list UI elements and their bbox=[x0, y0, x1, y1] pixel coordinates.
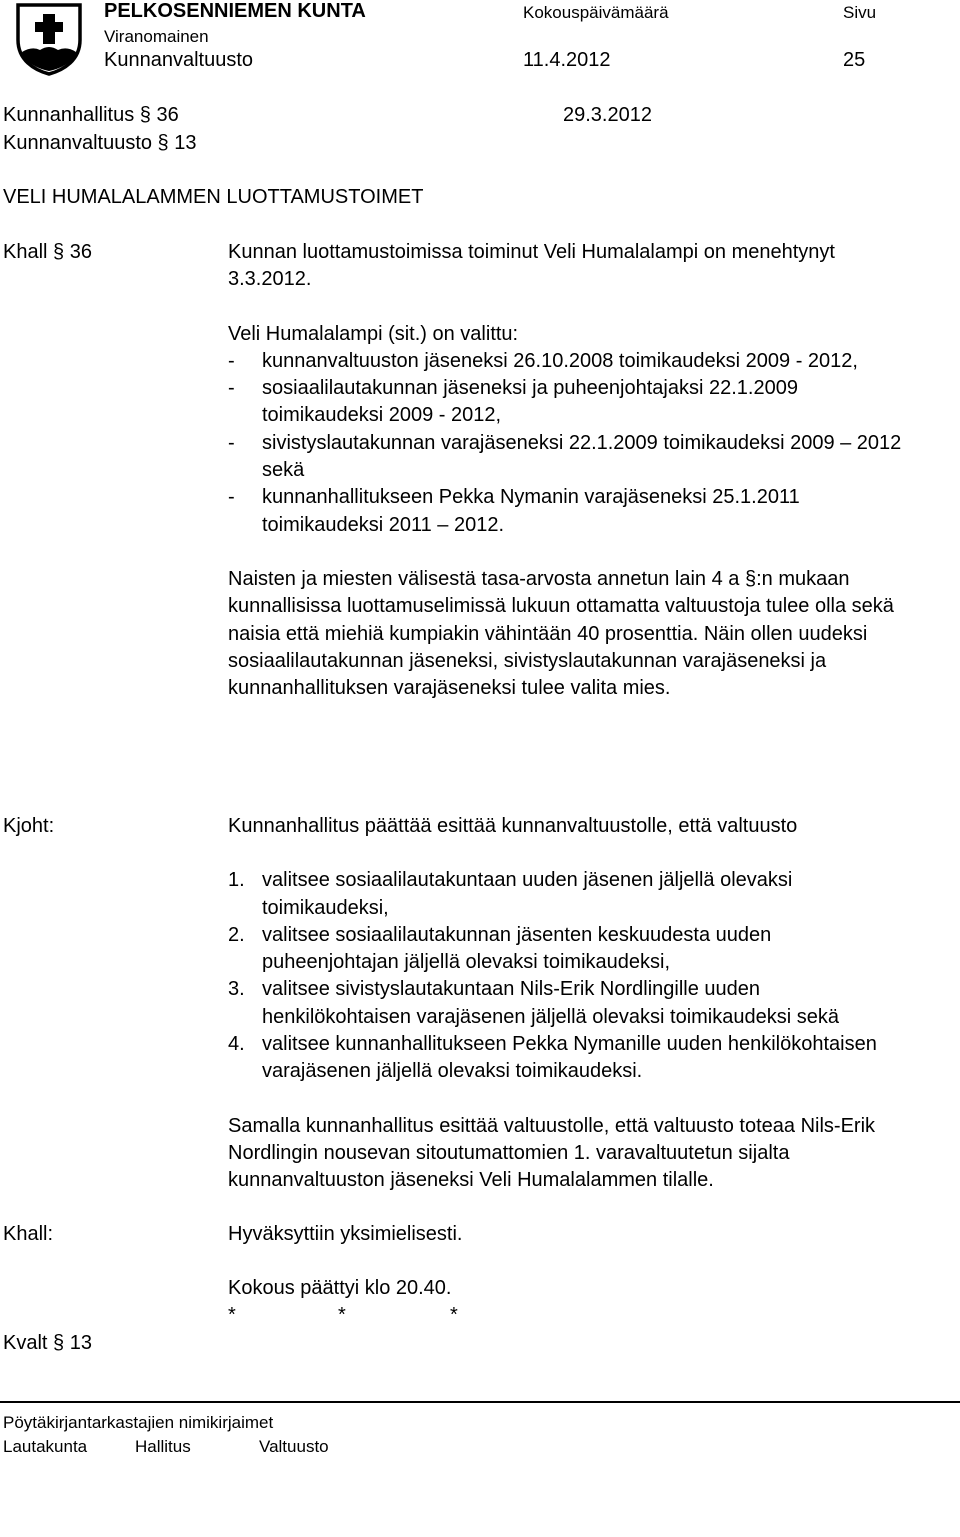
header-date-label: Kokouspäivämäärä bbox=[523, 3, 669, 22]
kjoht-label: Kjoht: bbox=[3, 815, 55, 837]
meeting-end: Kokous päättyi klo 20.40. bbox=[228, 1277, 452, 1299]
bullet-text: sivistyslautakunnan varajäseneksi 22.1.2009 toimikaudeksi 2009 – 2012 sekä bbox=[262, 431, 902, 482]
item-number: 2. bbox=[228, 923, 245, 946]
ref-kunnanhallitus: Kunnanhallitus § 36 bbox=[3, 104, 179, 126]
item-text: valitsee kunnanhallitukseen Pekka Nymanille uuden henkilökohtaisen varajäsenen jäljellä olevaksi toimikaudeksi. bbox=[262, 1033, 877, 1083]
item-text: valitsee sivistyslautakuntaan Nils-Erik Nordlingille uuden henkilökohtaisen varajäsenen jäljellä olevaksi toimikaudeksi sekä bbox=[262, 978, 839, 1028]
coat-of-arms-icon bbox=[14, 2, 84, 76]
equality-paragraph: Naisten ja miesten välisestä tasa-arvosta annetun lain 4 a §:n mukaan kunnallisissa luottamuselimissä lukuun ottamatta valtuustoja tulee olla sekä naisia että miehiä kumpiakin vähintään 40 prosenttia. Näin ollen uudeksi sosiaalilautakunnan jäseneksi, sivistyslautakunnan varajäseneksi ja kunnanhallituksen varajäseneksi tulee valita mies. bbox=[228, 567, 894, 700]
signature-column: Hallitus bbox=[135, 1437, 191, 1456]
item-number: 3. bbox=[228, 978, 245, 1001]
header-page-number: 25 bbox=[843, 49, 866, 71]
kjoht-body bbox=[228, 813, 918, 1195]
list-item bbox=[228, 922, 918, 977]
header-body: Kunnanvaltuusto bbox=[104, 49, 254, 71]
item-text: valitsee sosiaalilautakuntaan uuden jäsenen jäljellä olevaksi toimikaudeksi, bbox=[262, 869, 793, 919]
list-item bbox=[228, 1031, 918, 1086]
signature-column: Lautakunta bbox=[3, 1437, 88, 1456]
signature-column: Valtuusto bbox=[259, 1437, 329, 1456]
kjoht-intro: Kunnanhallitus päättää esittää kunnanvaltuustolle, että valtuusto bbox=[228, 815, 798, 837]
signatures-label: Pöytäkirjantarkastajien nimikirjaimet bbox=[3, 1413, 274, 1432]
header-page-label: Sivu bbox=[843, 3, 877, 22]
footer-divider bbox=[0, 1401, 960, 1403]
khall-decision: Hyväksyttiin yksimielisesti. bbox=[228, 1223, 463, 1245]
item-text: valitsee sosiaalilautakunnan jäsenten keskuudesta uuden puheenjohtajan jäljellä olevaksi toimikaudeksi, bbox=[262, 923, 772, 974]
list-item: - sivistyslautakunnan varajäseneksi 22.1.2009 toimikaudeksi 2009 – 2012 sekä bbox=[228, 430, 918, 485]
header-organization: PELKOSENNIEMEN KUNTA bbox=[104, 0, 366, 22]
item-number: 4. bbox=[228, 1033, 245, 1056]
elected-intro: Veli Humalalampi (sit.) on valittu: bbox=[228, 322, 519, 345]
kjoht-closing: Samalla kunnanhallitus esittää valtuustolle, että valtuusto toteaa Nils-Erik Nordlingin nousevan sitoutumattomien 1. varavaltuutetun sijalta kunnanvaltuuston jäseneksi Veli Humalalammen tilalle. bbox=[228, 1114, 876, 1192]
asterisk: * bbox=[338, 1304, 346, 1326]
municipality-coat-of-arms bbox=[14, 2, 84, 76]
section-title: VELI HUMALALAMMEN LUOTTAMUSTOIMET bbox=[3, 186, 424, 208]
list-item: - kunnanvaltuuston jäseneksi 26.10.2008 toimikaudeksi 2009 - 2012, bbox=[228, 348, 918, 375]
header-date: 11.4.2012 bbox=[523, 49, 611, 71]
asterisk: * bbox=[228, 1304, 236, 1326]
bullet-text: kunnanvaltuuston jäseneksi 26.10.2008 toimikaudeksi 2009 - 2012, bbox=[262, 349, 858, 372]
kvalt-label: Kvalt § 13 bbox=[3, 1332, 92, 1354]
khall-36-body bbox=[228, 239, 918, 702]
list-item: - kunnanhallitukseen Pekka Nymanin varajäseneksi 25.1.2011 toimikaudeksi 2011 – 2012. bbox=[228, 484, 918, 539]
list-item bbox=[228, 976, 918, 1031]
bullet-text: sosiaalilautakunnan jäseneksi ja puheenjohtajaksi 22.1.2009 toimikaudeksi 2009 - 2012, bbox=[262, 377, 798, 427]
list-item bbox=[228, 867, 918, 922]
ref-kunnanvaltuusto: Kunnanvaltuusto § 13 bbox=[3, 132, 197, 154]
intro-paragraph: Kunnan luottamustoimissa toiminut Veli Humalalampi on menehtynyt 3.3.2012. bbox=[228, 241, 835, 291]
bullet-text: kunnanhallitukseen Pekka Nymanin varajäseneksi 25.1.2011 toimikaudeksi 2011 – 2012. bbox=[262, 486, 800, 536]
header-authority-label: Viranomainen bbox=[104, 27, 209, 46]
list-item: - sosiaalilautakunnan jäseneksi ja puheenjohtajaksi 22.1.2009 toimikaudeksi 2009 - 2012, bbox=[228, 375, 918, 430]
asterisk: * bbox=[450, 1304, 458, 1326]
khall-36-label: Khall § 36 bbox=[3, 241, 92, 263]
ref-kunnanhallitus-date: 29.3.2012 bbox=[563, 104, 652, 126]
item-number: 1. bbox=[228, 869, 245, 892]
khall-label: Khall: bbox=[3, 1223, 54, 1245]
